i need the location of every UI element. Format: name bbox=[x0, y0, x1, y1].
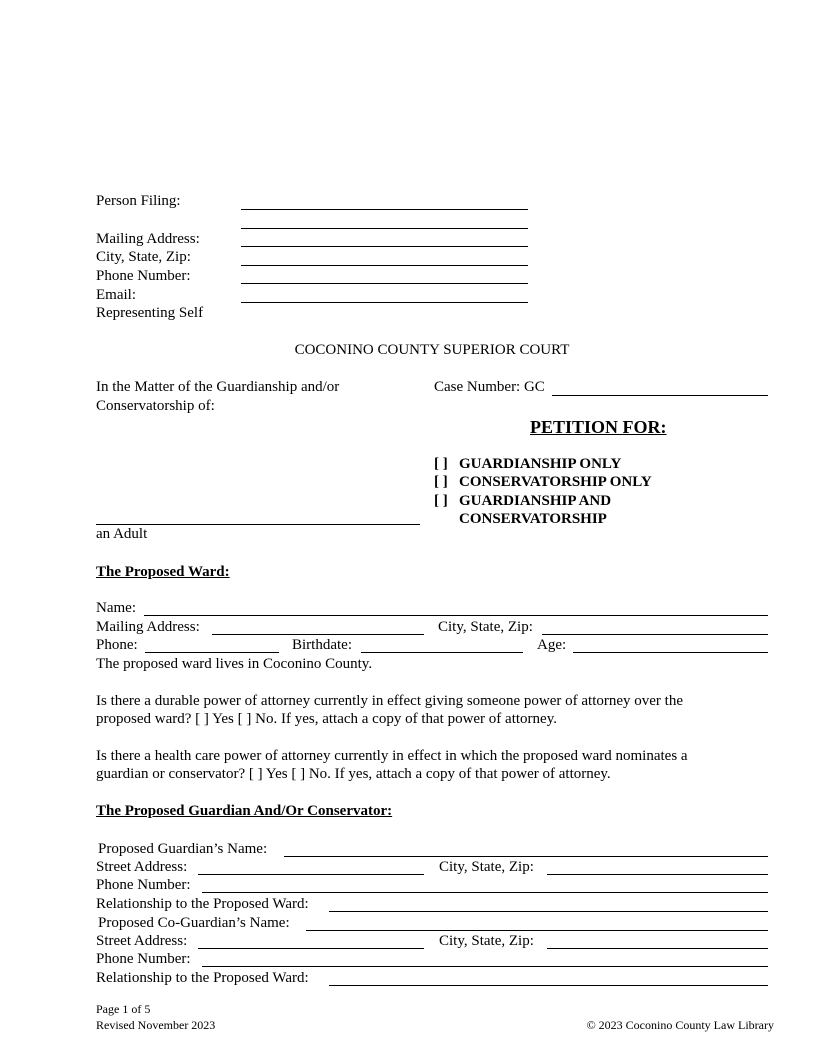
option-label-1: GUARDIANSHIP ONLY bbox=[459, 456, 622, 472]
city-state-zip-label: City, State, Zip: bbox=[96, 249, 191, 265]
co-guardian-phone-label: Phone Number: bbox=[96, 951, 191, 967]
guardian-city-label: City, State, Zip: bbox=[439, 859, 534, 875]
co-guardian-street-field[interactable] bbox=[198, 948, 424, 949]
option-box-3[interactable]: [ ] bbox=[434, 493, 448, 509]
person-filing-field[interactable] bbox=[241, 209, 528, 210]
guardian-name-field[interactable] bbox=[284, 856, 768, 857]
ward-phone-field[interactable] bbox=[145, 652, 279, 653]
matter-line-2: Conservatorship of: bbox=[96, 398, 215, 414]
guardian-street-label: Street Address: bbox=[96, 859, 188, 875]
revised-date: Revised November 2023 bbox=[96, 1018, 216, 1032]
co-guardian-street-label: Street Address: bbox=[96, 933, 188, 949]
option-label-3-cont: CONSERVATORSHIP bbox=[459, 511, 607, 527]
city-state-zip-field[interactable] bbox=[241, 265, 528, 266]
copyright: © 2023 Coconino County Law Library bbox=[586, 1018, 774, 1032]
durable-poa-question: Is there a durable power of attorney currently in effect giving someone power of attorney over the proposed ward? [ ] Yes [ ] No. If yes, attach a copy of that power of attorney. bbox=[96, 693, 683, 727]
ward-lives-in: The proposed ward lives in Coconino County. bbox=[96, 656, 373, 672]
petition-title: PETITION FOR: bbox=[530, 417, 667, 437]
co-guardian-name-label: Proposed Co-Guardian’s Name: bbox=[98, 915, 290, 931]
ward-name-field[interactable] bbox=[144, 615, 768, 616]
ward-birthdate-label: Birthdate: bbox=[292, 637, 352, 653]
co-guardian-name-field[interactable] bbox=[306, 930, 768, 931]
phone-number-field[interactable] bbox=[241, 283, 528, 284]
option-box-1[interactable]: [ ] bbox=[434, 456, 448, 472]
option-label-3: GUARDIANSHIP AND bbox=[459, 493, 612, 509]
court-name: COCONINO COUNTY SUPERIOR COURT bbox=[294, 342, 570, 358]
matter-line-1: In the Matter of the Guardianship and/or bbox=[96, 379, 340, 395]
adult-label: an Adult bbox=[96, 526, 148, 542]
mailing-address-field[interactable] bbox=[241, 246, 528, 247]
ward-age-label: Age: bbox=[537, 637, 567, 653]
case-number-label: Case Number: GC bbox=[434, 379, 545, 395]
ward-mailing-field[interactable] bbox=[212, 634, 424, 635]
guardian-city-field[interactable] bbox=[547, 874, 768, 875]
guardian-phone-label: Phone Number: bbox=[96, 877, 191, 893]
ward-name-label: Name: bbox=[96, 600, 136, 616]
guardian-phone-field[interactable] bbox=[202, 892, 768, 893]
health-care-poa-question: Is there a health care power of attorney currently in effect in which the proposed ward nominates a guardian or conservator? [ ] Yes [ ] No. If yes, attach a copy of that power of attorney. bbox=[96, 748, 688, 782]
guardian-heading: The Proposed Guardian And/Or Conservator: bbox=[96, 803, 393, 819]
guardian-street-field[interactable] bbox=[198, 874, 424, 875]
person-filing-field-2[interactable] bbox=[241, 228, 528, 229]
ward-phone-label: Phone: bbox=[96, 637, 138, 653]
ward-heading: The Proposed Ward: bbox=[96, 564, 230, 580]
co-guardian-phone-field[interactable] bbox=[202, 966, 768, 967]
case-number-field[interactable] bbox=[552, 395, 768, 396]
ward-birthdate-field[interactable] bbox=[361, 652, 523, 653]
mailing-address-label: Mailing Address: bbox=[96, 231, 200, 247]
email-field[interactable] bbox=[241, 302, 528, 303]
guardian-relationship-label: Relationship to the Proposed Ward: bbox=[96, 896, 309, 912]
ward-city-field[interactable] bbox=[542, 634, 768, 635]
ward-city-label: City, State, Zip: bbox=[438, 619, 533, 635]
co-guardian-city-field[interactable] bbox=[547, 948, 768, 949]
co-guardian-city-label: City, State, Zip: bbox=[439, 933, 534, 949]
person-filing-label: Person Filing: bbox=[96, 193, 181, 209]
guardian-relationship-field[interactable] bbox=[329, 911, 768, 912]
page-number: Page 1 of 5 bbox=[96, 1002, 151, 1016]
representing-self: Representing Self bbox=[96, 305, 204, 321]
phone-number-label: Phone Number: bbox=[96, 268, 191, 284]
option-box-2[interactable]: [ ] bbox=[434, 474, 448, 490]
co-guardian-relationship-label: Relationship to the Proposed Ward: bbox=[96, 970, 309, 986]
co-guardian-relationship-field[interactable] bbox=[329, 985, 768, 986]
ward-name-caption-field[interactable] bbox=[96, 524, 420, 525]
ward-age-field[interactable] bbox=[573, 652, 768, 653]
option-label-2: CONSERVATORSHIP ONLY bbox=[459, 474, 652, 490]
ward-mailing-label: Mailing Address: bbox=[96, 619, 200, 635]
guardian-name-label: Proposed Guardian’s Name: bbox=[98, 841, 268, 857]
email-label: Email: bbox=[96, 287, 136, 303]
